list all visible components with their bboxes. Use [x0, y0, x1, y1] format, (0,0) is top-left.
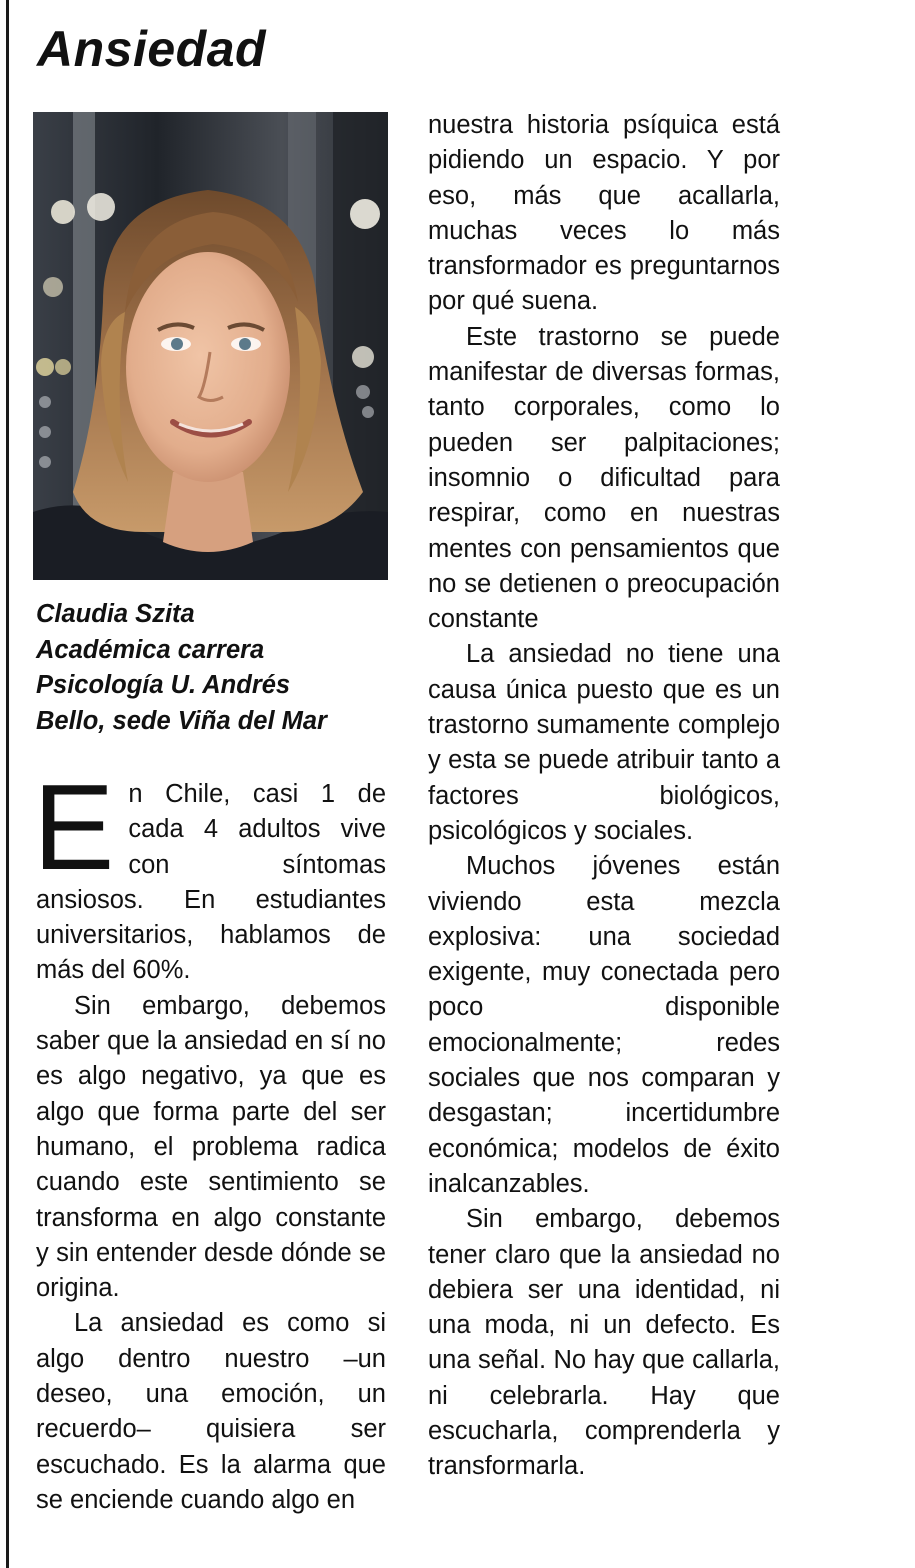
- article-column-right: [428, 108, 780, 1485]
- paragraph: La ansiedad es como si algo dentro nuestro –un deseo, una emoción, un recuerdo– quisiera ser escuchado. Es la alarma que se enciende cuando algo en: [36, 1309, 386, 1514]
- paragraph: La ansiedad no tiene una causa única puesto que es un trastorno sumamente complejo y esta se puede atribuir tanto a factores biológicos, psicológicos y sociales.: [428, 640, 780, 845]
- author-photo: [33, 112, 388, 580]
- paragraph: Sin embargo, debemos tener claro que la ansiedad no debiera ser una identidad, ni una moda, ni un defecto. Es una señal. No hay que callarla, ni celebrarla. Hay que escucharla, comprenderla y transformarla.: [428, 1205, 780, 1481]
- paragraph: nuestra historia psíquica está pidiendo un espacio. Y por eso, más que acallarla, muchas veces lo más transformador es preguntarnos por qué suena.: [428, 111, 780, 316]
- paragraph: Este trastorno se puede manifestar de diversas formas, tanto corporales, como lo pueden ser palpitaciones; insomnio o dificultad para respirar, como en nuestras mentes con pensamientos que no se detienen o preocupación constante: [428, 322, 780, 634]
- paragraph: Muchos jóvenes están viviendo esta mezcla explosiva: una sociedad exigente, muy conectada pero poco disponible emocionalmente; redes sociales que nos comparan y desgastan; incertidumbre económica; modelos de éxito inalcanzables.: [428, 852, 780, 1198]
- author-affiliation: Psicología U. Andrés: [36, 671, 291, 699]
- article-title: Ansiedad: [37, 21, 267, 77]
- author-role: Académica carrera: [36, 635, 265, 664]
- author-name: Claudia Szita: [36, 600, 195, 628]
- article-column-left: [33, 759, 386, 1518]
- author-campus: Bello, sede Viña del Mar: [36, 706, 327, 735]
- paragraph: Sin embargo, debemos saber que la ansiedad en sí no es algo negativo, ya que es algo que forma parte del ser humano, el problema radica cuando este sentimiento se transforma en algo constante y sin entender desde dónde se origina.: [36, 991, 386, 1303]
- paragraph-text: n Chile, casi 1 de cada 4 adultos vive con síntomas ansiosos. En estudiantes universitarios, hablamos de más del 60%.: [36, 780, 386, 985]
- author-byline: [36, 597, 396, 739]
- page-border-left: [6, 0, 9, 1568]
- paragraph: [33, 759, 386, 989]
- author-portrait-illustration: [33, 112, 388, 580]
- drop-cap: E: [33, 759, 115, 895]
